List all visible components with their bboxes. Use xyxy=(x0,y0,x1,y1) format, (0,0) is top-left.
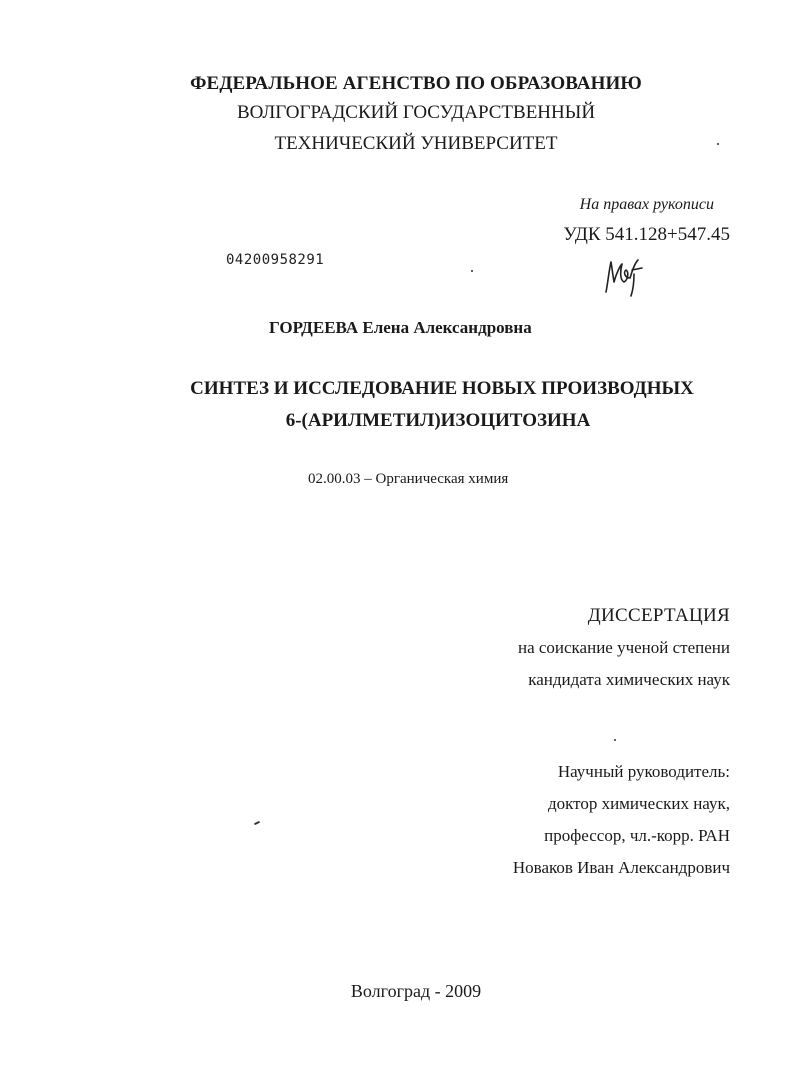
degree-line2: кандидата химических наук xyxy=(528,670,730,689)
supervisor-name: Новаков Иван Александрович xyxy=(512,858,730,877)
manuscript-rights-note: На правах рукописи xyxy=(579,196,714,213)
scan-speck xyxy=(254,821,260,825)
supervisor-position: профессор, чл.-корр. РАН xyxy=(544,826,730,845)
supervisor-heading: Научный руководитель: xyxy=(557,762,730,781)
supervisor-degree: доктор химических наук, xyxy=(547,794,730,813)
specialty-code: 02.00.03 – Органическая химия xyxy=(308,471,509,487)
udk-code: УДК 541.128+547.45 xyxy=(563,224,730,245)
scan-speck xyxy=(717,143,719,145)
university-name-line1: ВОЛГОГРАДСКИЙ ГОСУДАРСТВЕННЫЙ xyxy=(236,102,596,123)
city-year: Волгоград - 2009 xyxy=(350,981,482,1001)
signature-icon xyxy=(598,252,646,300)
dissertation-heading: ДИССЕРТАЦИЯ xyxy=(587,605,730,626)
scan-speck xyxy=(471,270,473,272)
library-code: 04200958291 xyxy=(226,252,325,268)
dissertation-title-line2: 6-(АРИЛМЕТИЛ)ИЗОЦИТОЗИНА xyxy=(285,410,591,431)
scan-speck xyxy=(614,739,616,741)
author-name: ГОРДЕЕВА Елена Александровна xyxy=(269,318,532,337)
dissertation-title-line1: СИНТЕЗ И ИССЛЕДОВАНИЕ НОВЫХ ПРОИЗВОДНЫХ xyxy=(190,378,694,399)
agency-name: ФЕДЕРАЛЬНОЕ АГЕНСТВО ПО ОБРАЗОВАНИЮ xyxy=(190,73,642,94)
degree-line1: на соискание ученой степени xyxy=(517,638,730,657)
university-name-line2: ТЕХНИЧЕСКИЙ УНИВЕРСИТЕТ xyxy=(274,133,558,154)
